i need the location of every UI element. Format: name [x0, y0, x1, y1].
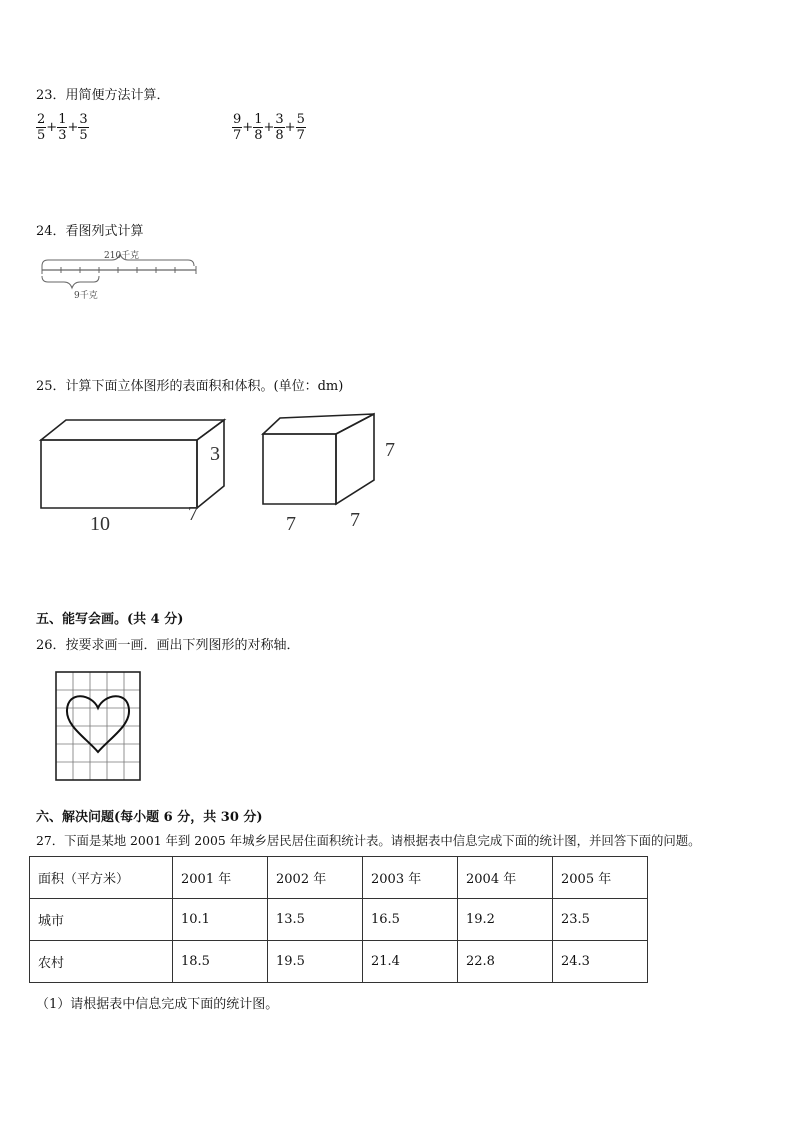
cube-figure — [263, 414, 395, 535]
table-cell: 农村 — [30, 941, 173, 983]
q26-heart-grid — [54, 670, 146, 784]
fraction-denominator: 8 — [275, 128, 284, 143]
plus-operator: + — [67, 120, 79, 135]
cuboid-length-label: 10 — [90, 513, 110, 535]
cuboid-height-label: 3 — [210, 443, 220, 465]
section5-title: 五、能写会画。(共 4 分) — [36, 612, 184, 627]
cube-depth-edge-label: 7 — [350, 509, 360, 531]
table-cell: 19.5 — [268, 941, 363, 983]
q25-solids — [30, 408, 410, 538]
table-cell: 23.5 — [553, 899, 648, 941]
fraction — [274, 112, 284, 143]
fraction — [57, 112, 67, 143]
q23-expression-1 — [36, 112, 89, 143]
table-cell: 21.4 — [363, 941, 458, 983]
table-cell: 24.3 — [553, 941, 648, 983]
q27-sub1: （1）请根据表中信息完成下面的统计图。 — [36, 997, 279, 1012]
fraction-numerator: 2 — [37, 112, 46, 127]
plus-operator: + — [242, 120, 254, 135]
table-header-cell: 面积（平方米） — [30, 857, 173, 899]
fraction-denominator: 5 — [79, 128, 88, 143]
fraction-denominator: 5 — [37, 128, 46, 143]
cube-front-face — [263, 434, 336, 504]
fraction-denominator: 7 — [233, 128, 242, 143]
fraction-numerator: 3 — [275, 112, 284, 127]
q25-title: 25．计算下面立体图形的表面积和体积。(单位：dm) — [36, 379, 344, 394]
q27-title: 27．下面是某地 2001 年到 2005 年城乡居民居住面积统计表。请根据表中信息完成下面的统计图，并回答下面的问题。 — [36, 833, 701, 848]
fraction — [296, 112, 306, 143]
part-brace — [42, 276, 99, 288]
grid-lines — [56, 672, 140, 780]
fraction-numerator: 3 — [79, 112, 88, 127]
total-label: 210千克 — [104, 251, 140, 261]
cube-right-edge-label: 7 — [385, 439, 395, 461]
table-header-cell: 2004 年 — [458, 857, 553, 899]
table-cell: 城市 — [30, 899, 173, 941]
q24-line-diagram — [36, 246, 206, 302]
cuboid-figure — [41, 420, 224, 535]
fraction-numerator: 5 — [296, 112, 305, 127]
living-area-table — [29, 856, 648, 983]
plus-operator: + — [263, 120, 275, 135]
table-header-cell: 2003 年 — [363, 857, 458, 899]
fraction — [232, 112, 242, 143]
q26-title: 26．按要求画一画．画出下列图形的对称轴． — [36, 638, 300, 653]
fraction — [78, 112, 88, 143]
fraction-numerator: 9 — [233, 112, 242, 127]
q24-title: 24．看图列式计算 — [36, 224, 144, 239]
cuboid-top-face — [41, 420, 224, 440]
cuboid-front-face — [41, 440, 197, 508]
fraction-denominator: 7 — [296, 128, 305, 143]
fraction-denominator: 3 — [58, 128, 67, 143]
q23-title: 23．用简便方法计算． — [36, 88, 170, 103]
table-cell: 18.5 — [173, 941, 268, 983]
cube-side-face — [336, 414, 374, 504]
fraction-denominator: 8 — [254, 128, 263, 143]
fraction-numerator: 1 — [58, 112, 67, 127]
fraction-numerator: 1 — [254, 112, 263, 127]
cube-top-face — [263, 414, 374, 434]
table-cell: 19.2 — [458, 899, 553, 941]
table-header-cell: 2005 年 — [553, 857, 648, 899]
table-row — [30, 899, 648, 941]
table-cell: 22.8 — [458, 941, 553, 983]
table-header-cell: 2001 年 — [173, 857, 268, 899]
plus-operator: + — [284, 120, 296, 135]
section6-title: 六、解决问题(每小题 6 分，共 30 分) — [36, 810, 263, 825]
cube-front-edge-label: 7 — [286, 513, 296, 535]
table-header-row — [30, 857, 648, 899]
cuboid-width-label: 7 — [188, 503, 198, 525]
table-cell: 10.1 — [173, 899, 268, 941]
table-row — [30, 941, 648, 983]
plus-operator: + — [46, 120, 58, 135]
fraction — [253, 112, 263, 143]
fraction — [36, 112, 46, 143]
table-cell: 16.5 — [363, 899, 458, 941]
part-label: 9千克 — [74, 291, 98, 301]
q23-expression-2 — [232, 112, 306, 143]
table-header-cell: 2002 年 — [268, 857, 363, 899]
table-cell: 13.5 — [268, 899, 363, 941]
